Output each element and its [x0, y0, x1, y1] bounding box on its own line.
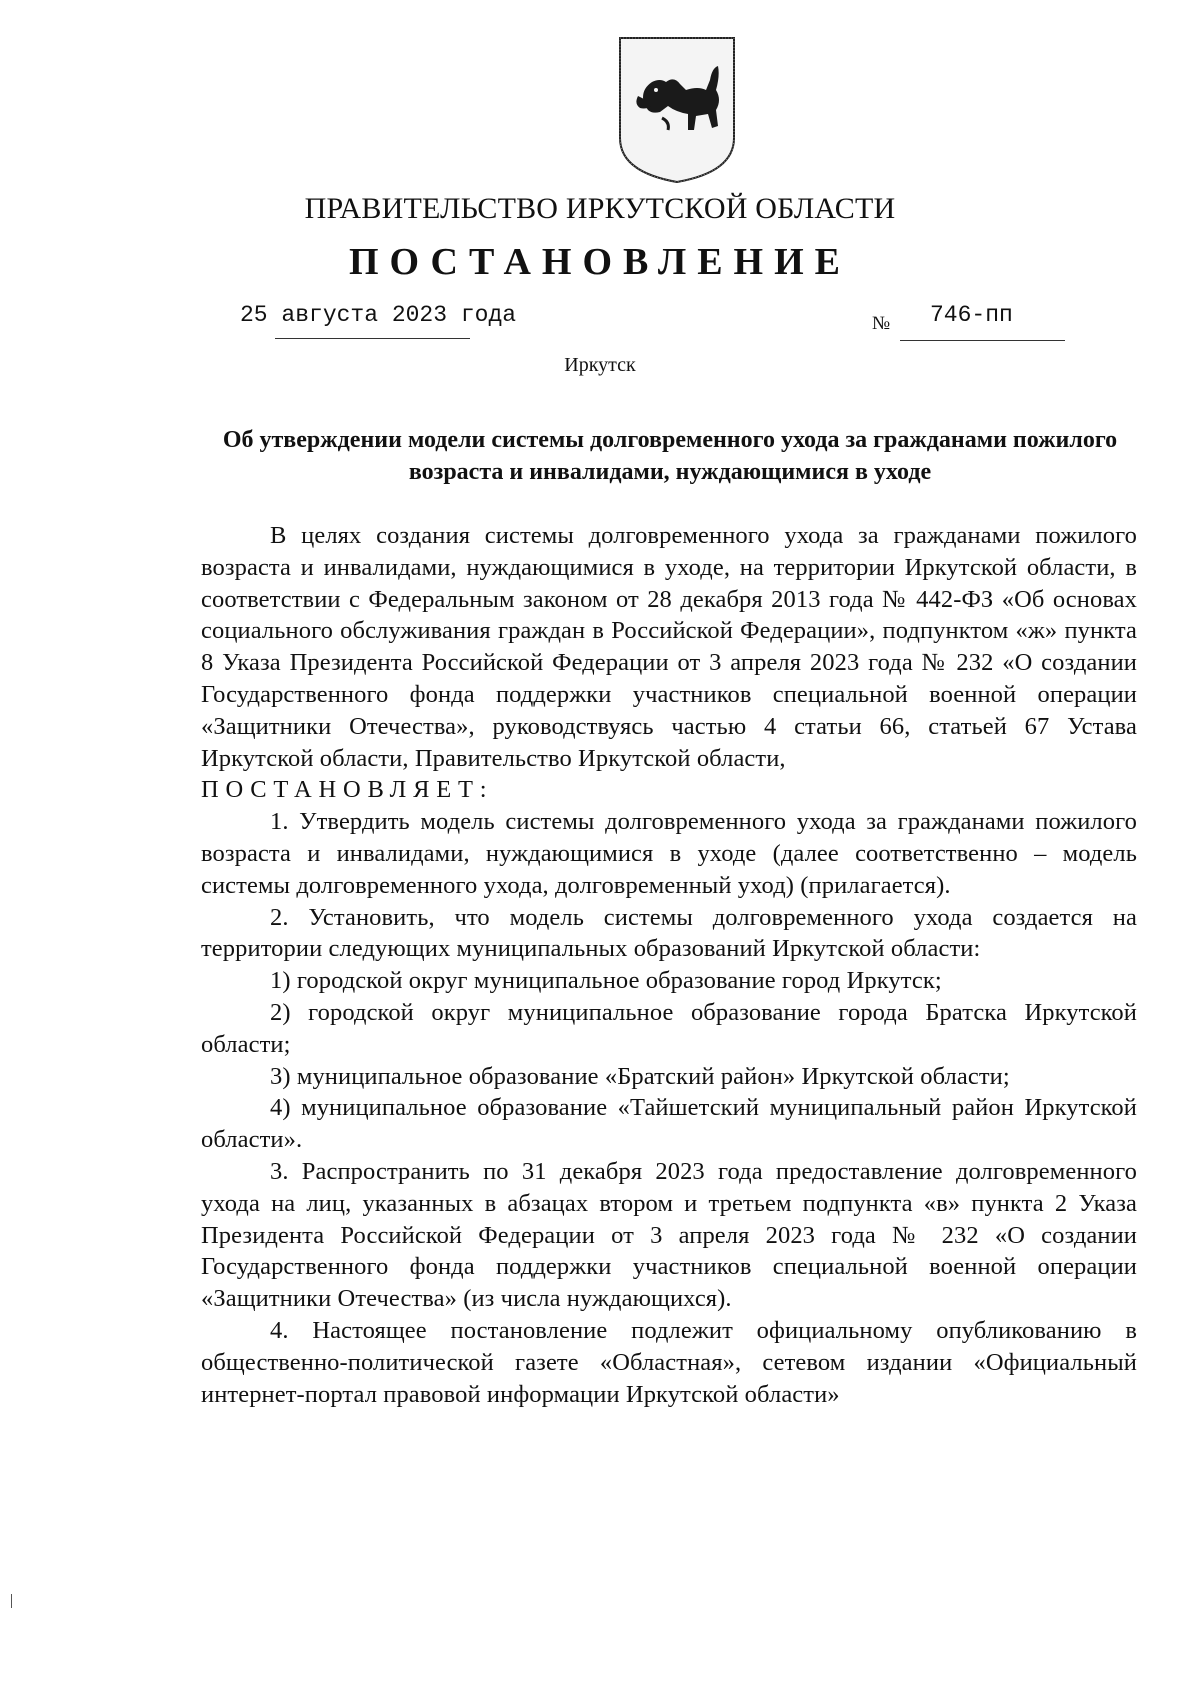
body-paragraph: 2) городской округ муниципальное образование города Братска Иркутской области;	[201, 998, 1137, 1058]
body-paragraph: 4. Настоящее постановление подлежит официальному опубликованию в общественно-политической газете «Областная», сетевом издании «Официальный интернет-портал правовой информации Иркутской области»	[201, 1316, 1137, 1408]
body-paragraph: 1) городской округ муниципальное образование город Иркутск;	[270, 967, 942, 995]
number-underline	[900, 340, 1065, 341]
document-title: Об утверждении модели системы долговременного ухода за гражданами пожилого возраста и инвалидами, нуждающимися в уходе	[222, 427, 1118, 485]
document-city: Иркутск	[564, 354, 636, 376]
document-body	[201, 520, 1137, 1410]
number-sign: №	[872, 313, 891, 334]
government-name: ПРАВИТЕЛЬСТВО ИРКУТСКОЙ ОБЛАСТИ	[304, 192, 896, 225]
body-paragraph: 3) муниципальное образование «Братский район» Иркутской области;	[270, 1062, 1010, 1090]
coat-of-arms-icon	[616, 34, 738, 184]
scan-artifact	[11, 1594, 12, 1608]
body-paragraph: 1. Утвердить модель системы долговременного ухода за гражданами пожилого возраста и инвалидами, нуждающимися в уходе (далее соответственно – модель системы долговременного ухода, долговременный уход) (прилагается).	[201, 808, 1137, 899]
preamble-paragraph: В целях создания системы долговременного ухода за гражданами пожилого возраста и инвалидами, нуждающимися в уходе, на территории Иркутской области, в соответствии с Федеральным законом от 28 декабря 2013 года № 442-ФЗ «Об основах социального обслуживания граждан в Российской Федерации», подпунктом «ж» пункта 8 Указа Президента Российской Федерации от 3 апреля 2023 года № 232 «О создании Государственного фонда поддержки участников специальной военной операции «Защитники Отечества», руководствуясь частью 4 статьи 66, статьей 67 Устава Иркутской области, Правительство Иркутской области,	[201, 522, 1137, 772]
body-paragraph: 3. Распространить по 31 декабря 2023 года предоставление долговременного ухода на лиц, указанных в абзацах втором и третьем подпункта «в» пункта 2 Указа Президента Российской Федерации от 3 апреля 2023 года № 232 «О создании Государственного фонда поддержки участников специальной военной операции «Защитники Отечества» (из числа нуждающихся).	[201, 1157, 1137, 1313]
body-paragraph: 4) муниципальное образование «Тайшетский муниципальный район Иркутской области».	[201, 1094, 1137, 1154]
document-date: 25 августа 2023 года	[240, 302, 517, 328]
document-number: 746-пп	[930, 302, 1013, 328]
document-type: ПОСТАНОВЛЕНИЕ	[348, 241, 852, 283]
date-underline	[275, 338, 470, 339]
body-paragraph: 2. Установить, что модель системы долговременного ухода создается на территории следующих муниципальных образований Иркутской области:	[201, 903, 1137, 963]
decree-word: ПОСТАНОВЛЯЕТ:	[201, 776, 494, 804]
